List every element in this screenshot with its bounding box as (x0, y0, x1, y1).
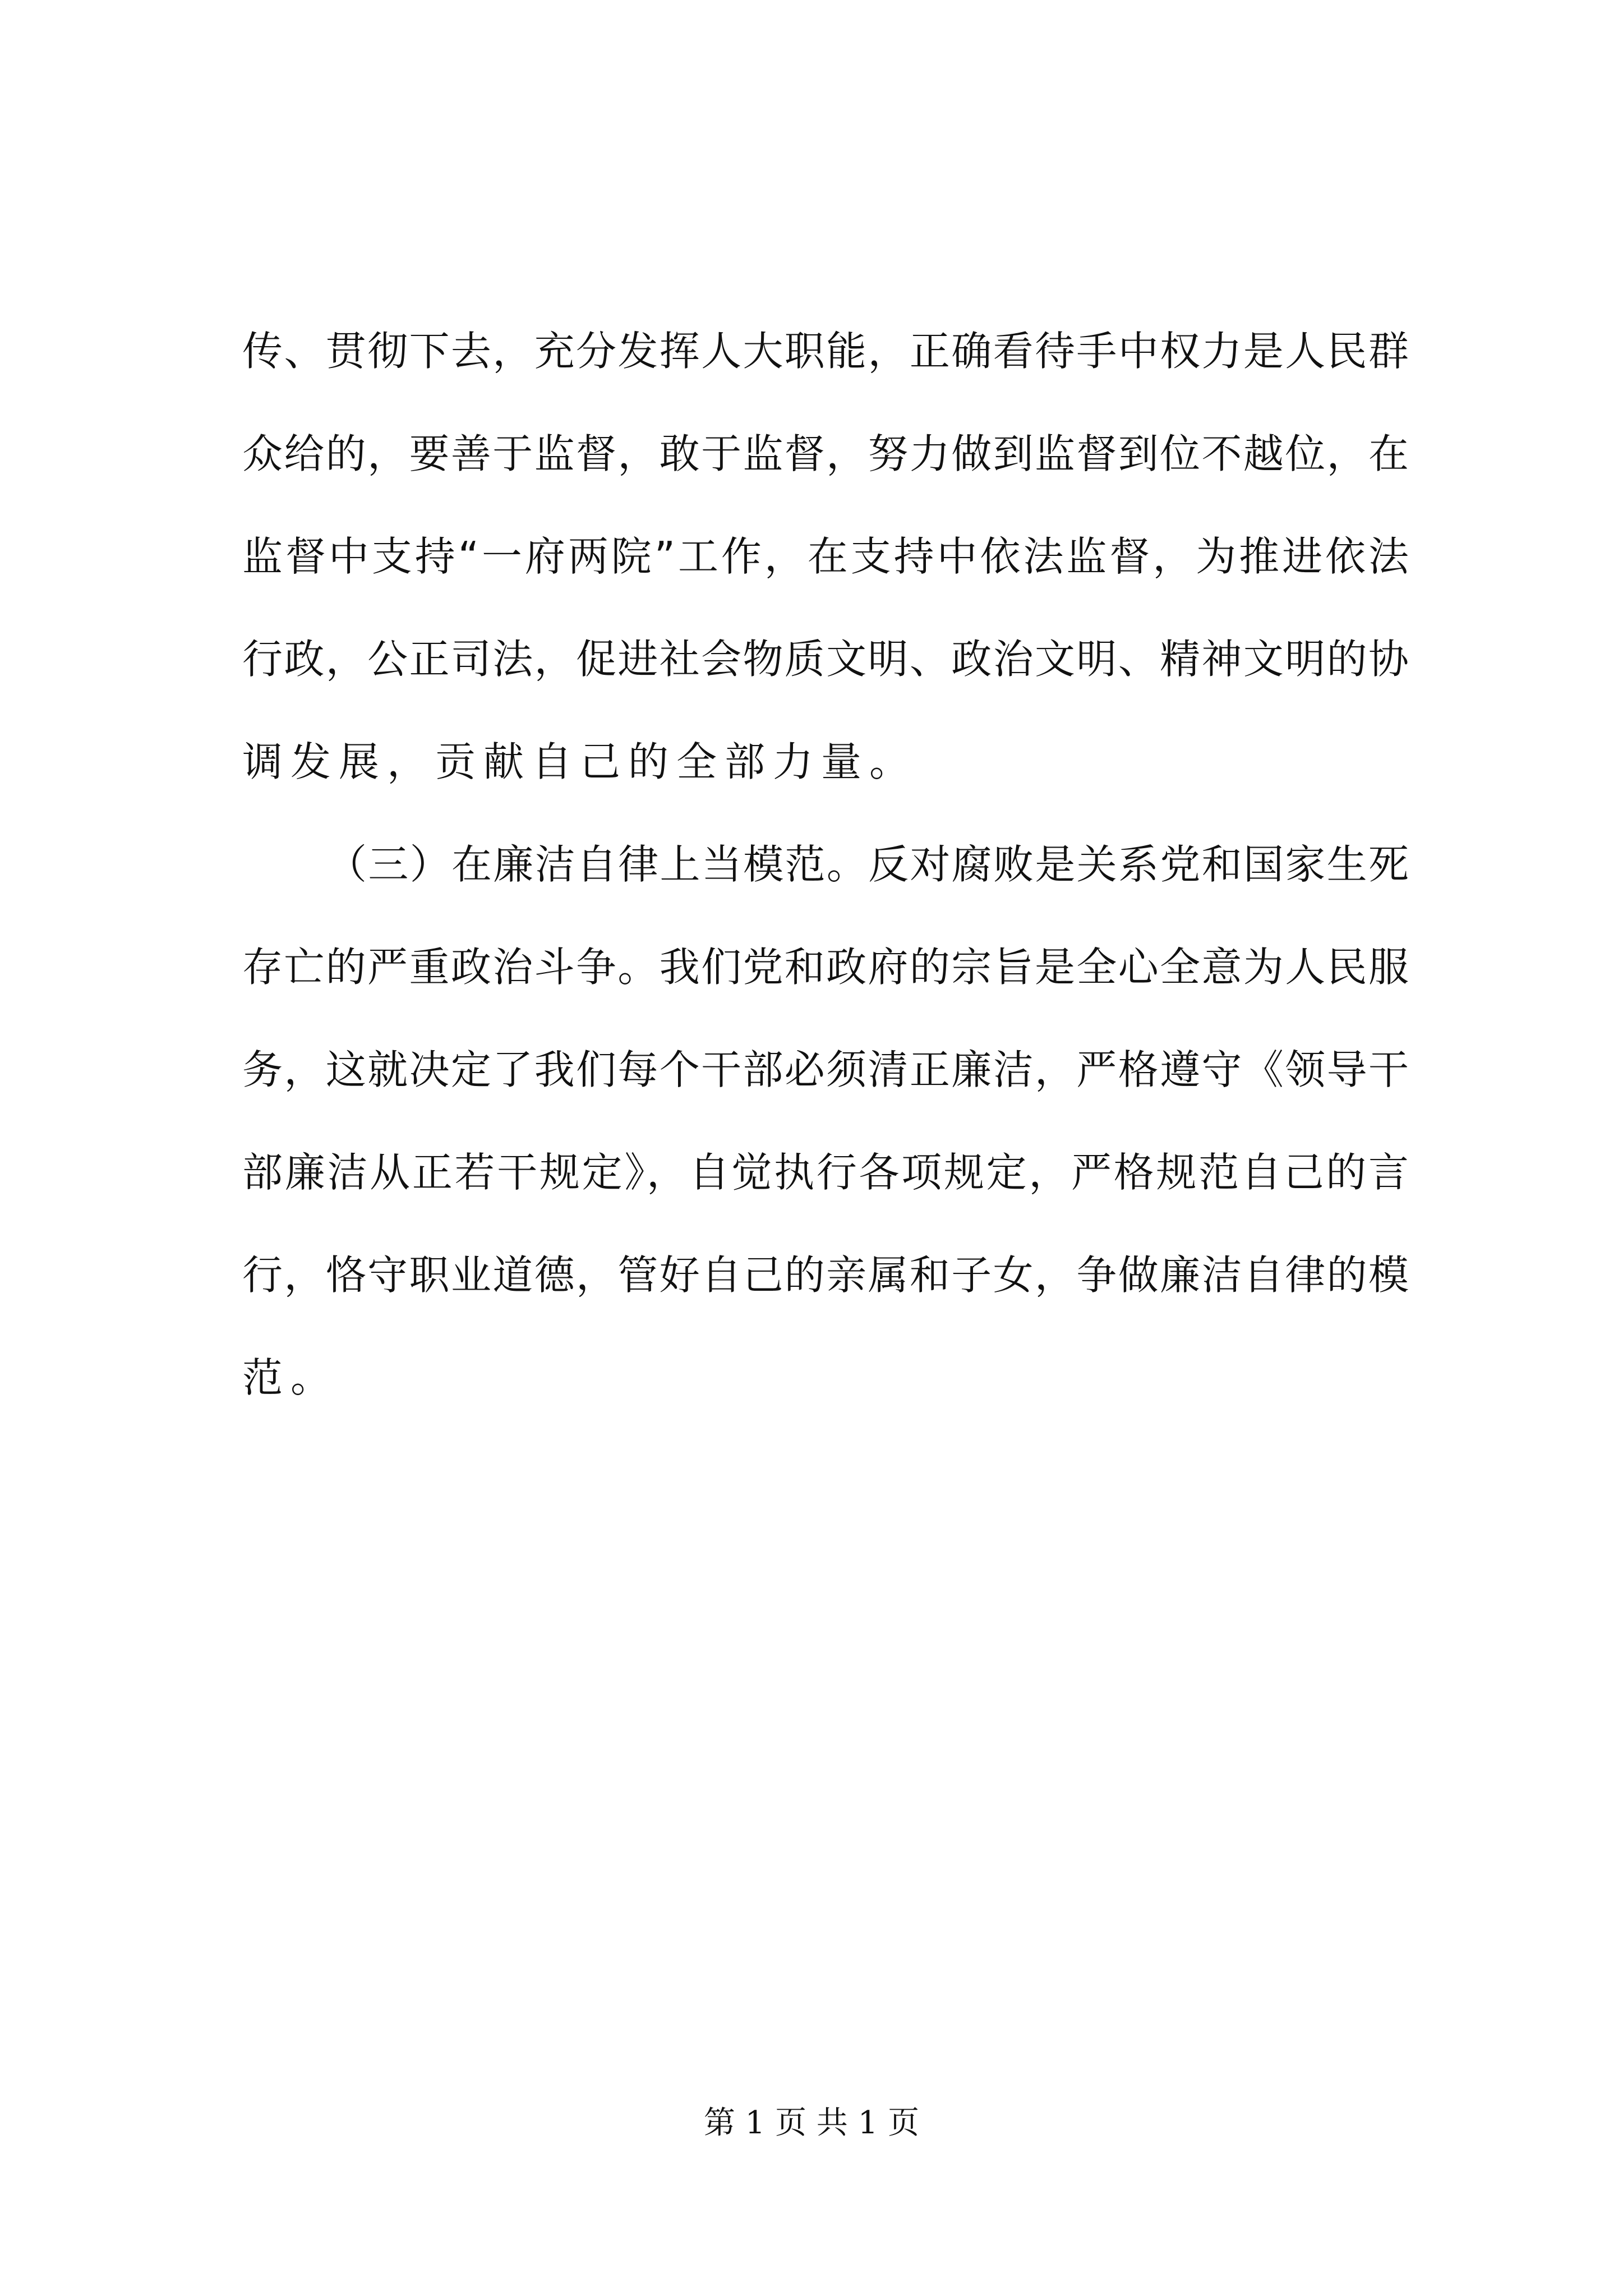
paragraph-line: 传、贯彻下去，充分发挥人大职能，正确看待手中权力是人民群 (242, 328, 1409, 375)
paragraph-line: 行政，公正司法，促进社会物质文明、政治文明、精神文明的协 (242, 636, 1409, 683)
page-footer: 第 1 页 共 1 页 (703, 2105, 920, 2141)
paragraph-line: 部廉洁从正若干规定》，自觉执行各项规定，严格规范自己的言 (242, 1149, 1409, 1196)
paragraph-line: 监督中支持“一府两院”工作，在支持中依法监督，为推进依法 (242, 533, 1409, 580)
paragraph-line: 众给的，要善于监督，敢于监督，努力做到监督到位不越位，在 (242, 430, 1409, 477)
paragraph-line: 务，这就决定了我们每个干部必须清正廉洁，严格遵守《领导干 (242, 1046, 1409, 1093)
paragraph-line: 行，恪守职业道德，管好自己的亲属和子女，争做廉洁自律的模 (242, 1251, 1409, 1299)
document-body (242, 300, 1409, 1429)
paragraph-line: 范。 (242, 1354, 339, 1401)
section-heading-line: （三）在廉洁自律上当模范。反对腐败是关系党和国家生死 (326, 841, 1409, 888)
paragraph-line: 存亡的严重政治斗争。我们党和政府的宗旨是全心全意为人民服 (242, 944, 1409, 991)
paragraph-line: 调发展，贡献自己的全部力量。 (242, 738, 918, 785)
